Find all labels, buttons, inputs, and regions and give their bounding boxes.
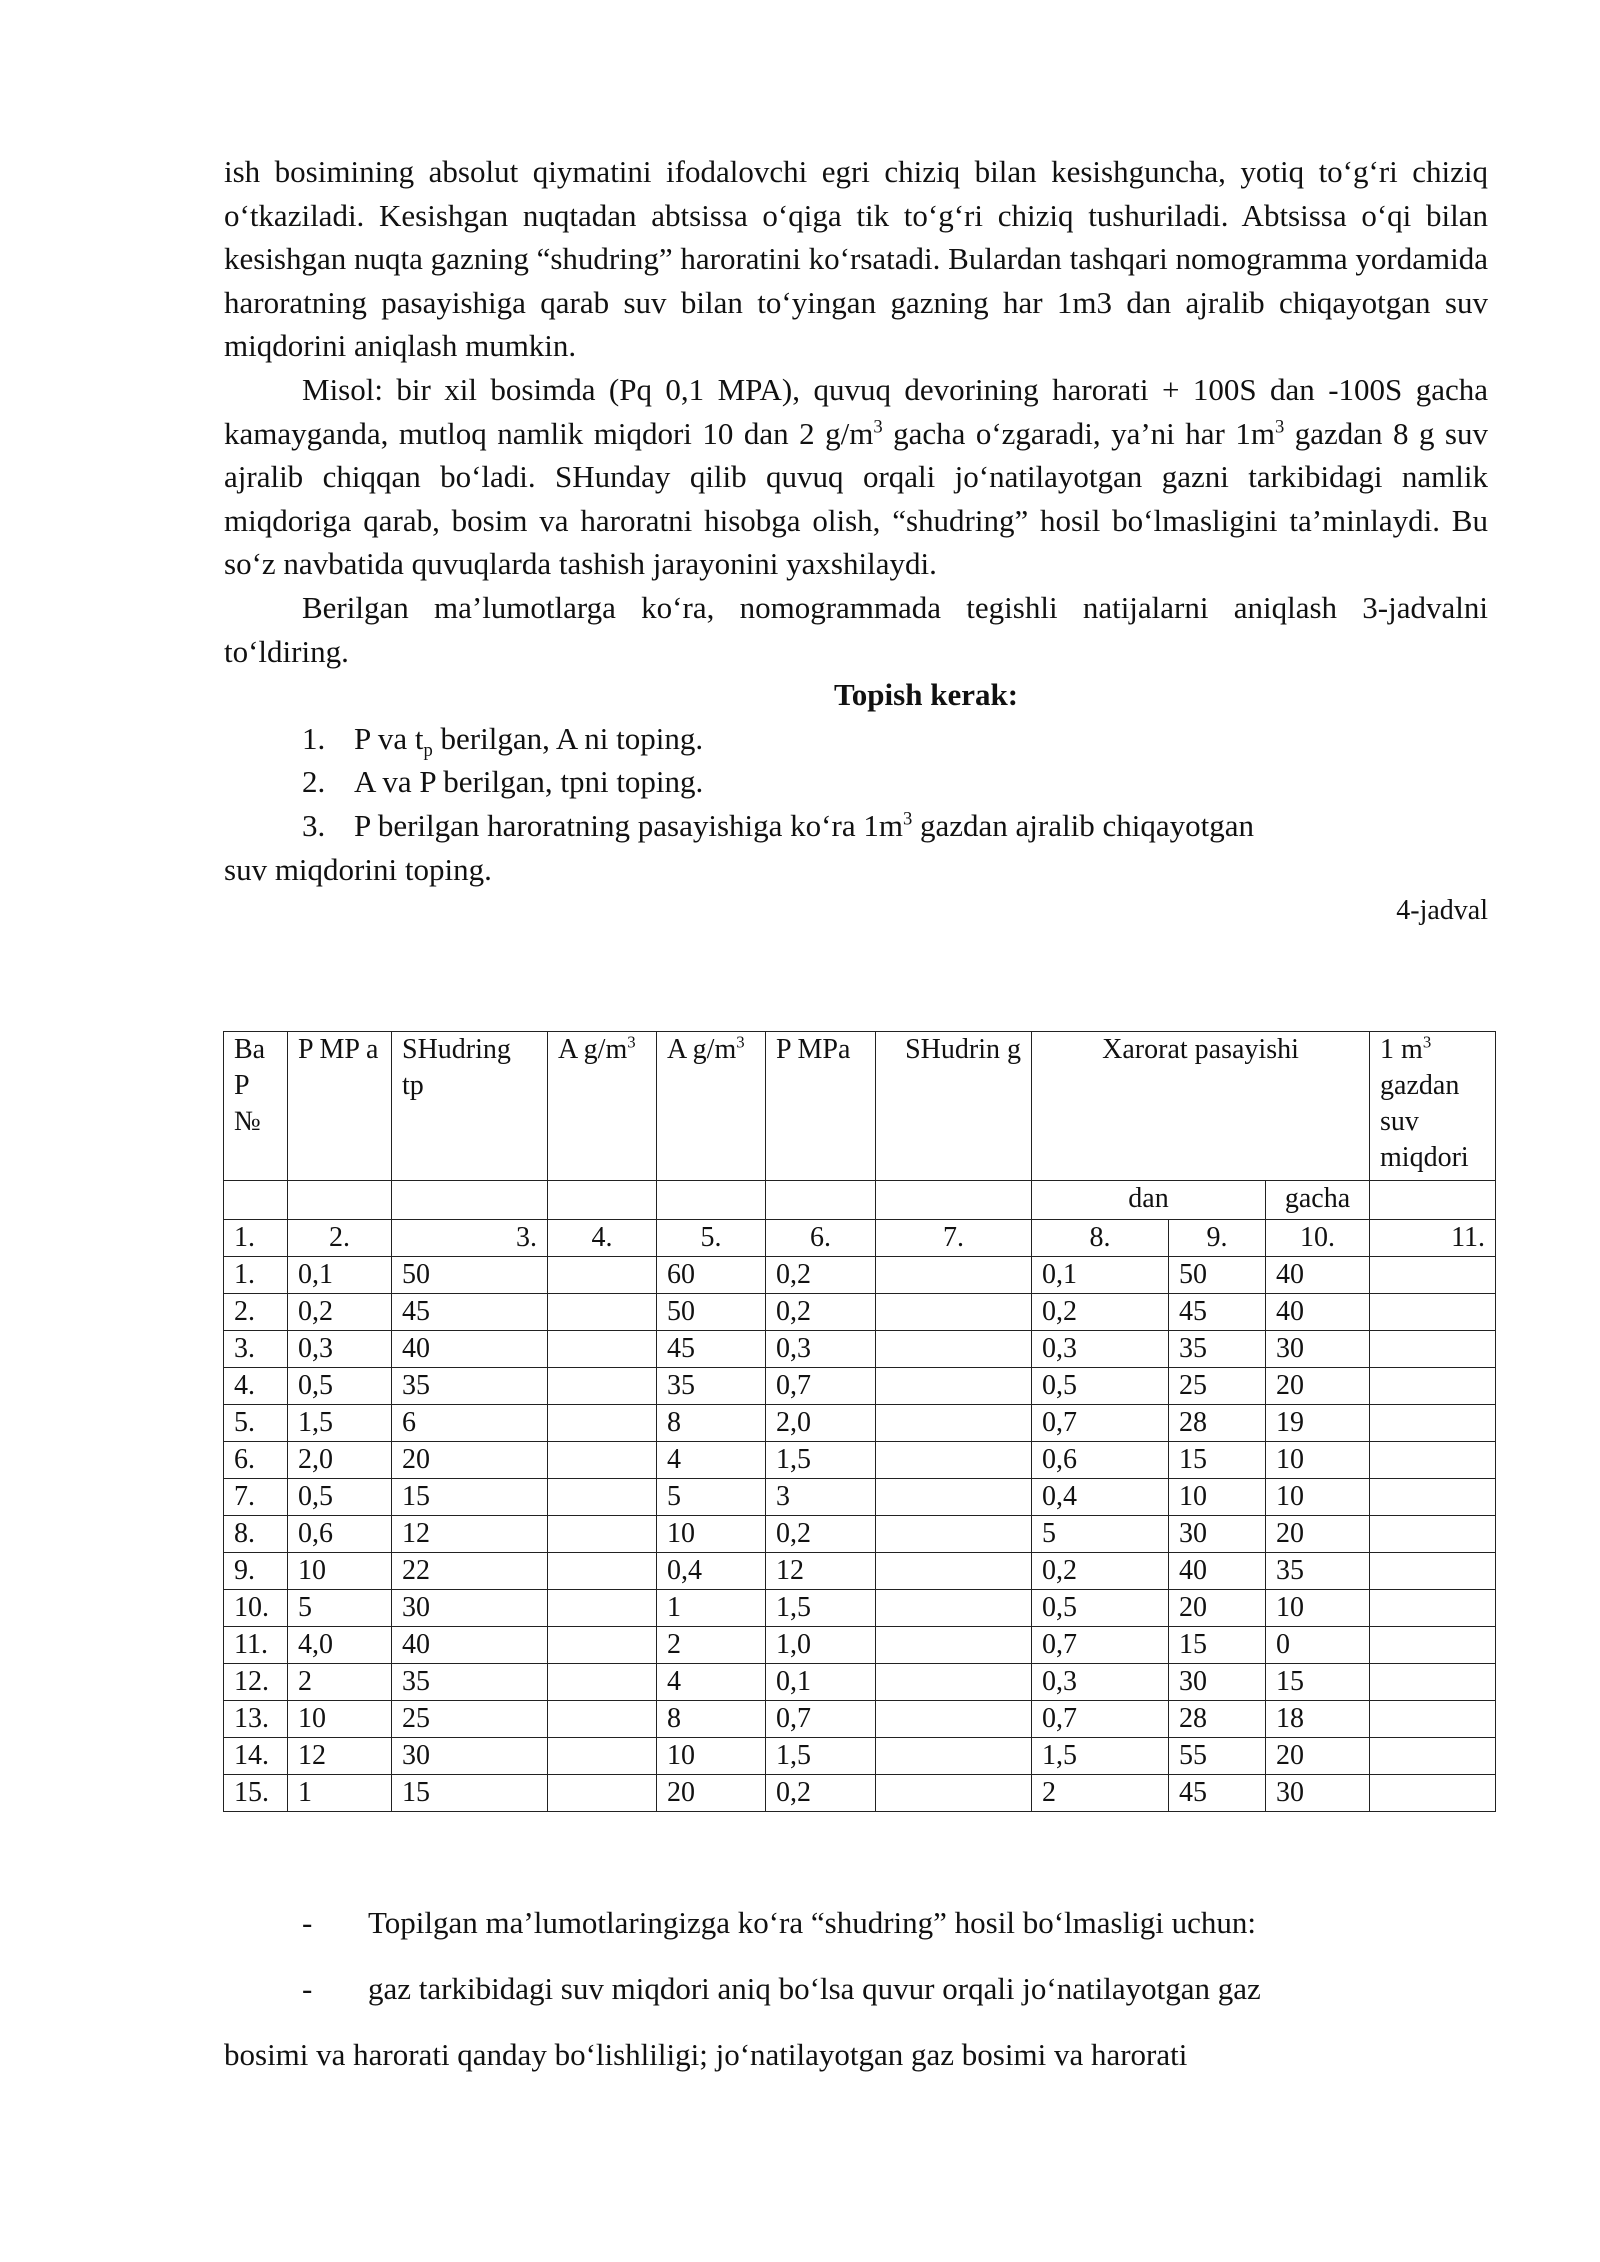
table-cell: 5 (657, 1479, 766, 1516)
table-cell: 10 (1266, 1479, 1370, 1516)
table-row (224, 1405, 1496, 1442)
table-cell: 9. (224, 1553, 288, 1590)
table-cell (876, 1775, 1032, 1812)
table-cell: 20 (1169, 1590, 1266, 1627)
table-cell (548, 1516, 657, 1553)
table-caption: 4-jadval (1396, 895, 1488, 927)
table-cell: 30 (1169, 1664, 1266, 1701)
table-cell: 11. (224, 1627, 288, 1664)
table-cell (876, 1738, 1032, 1775)
paragraph-instruction: Berilgan ma’lumotlarga ko‘ra, nomogrammada tegishli natijalarni aniqlash 3-jadvalni to‘ldiring. (224, 589, 1488, 669)
table-row (224, 1331, 1496, 1368)
table-cell: 2,0 (766, 1405, 876, 1442)
header-a-1: A $g/m^3$ (548, 1032, 657, 1181)
table-cell: 15 (1266, 1664, 1370, 1701)
table-cell: 20 (392, 1442, 548, 1479)
table-cell: 1,5 (766, 1738, 876, 1775)
table-row (224, 1627, 1496, 1664)
table-body (224, 1257, 1496, 1812)
task-number: 3. (302, 807, 326, 843)
task-text: A va P berilgan, tpni toping. (354, 764, 704, 800)
table-cell: 20 (1266, 1368, 1370, 1405)
table-cell: 50 (657, 1294, 766, 1331)
task-item-3 (224, 804, 1488, 848)
table-cell: 14. (224, 1738, 288, 1775)
table-cell: 8. (224, 1516, 288, 1553)
table-cell: 0,4 (657, 1553, 766, 1590)
table-cell: 0,7 (766, 1368, 876, 1405)
header-p-mpa: P MPa (766, 1032, 876, 1181)
table-cell: 40 (392, 1627, 548, 1664)
table-cell: 20 (1266, 1738, 1370, 1775)
table-cell: 8 (657, 1701, 766, 1738)
index-cell: 6. (766, 1220, 876, 1257)
table-cell: 15 (392, 1479, 548, 1516)
table-cell (1370, 1664, 1496, 1701)
table-cell: 0,7 (1032, 1701, 1169, 1738)
table-row (224, 1738, 1496, 1775)
table-cell: 0,5 (288, 1368, 392, 1405)
bullet-text: gaz tarkibidagi suv miqdori aniq bo‘lsa quvur orqali jo‘natilayotgan gaz (368, 1971, 1261, 2006)
dash-marker: - (302, 1971, 313, 2006)
table-cell (1370, 1701, 1496, 1738)
table-cell: 3 (766, 1479, 876, 1516)
table-cell: 0,5 (288, 1479, 392, 1516)
table-cell (876, 1701, 1032, 1738)
table-cell: 1. (224, 1257, 288, 1294)
table-cell: 30 (1266, 1331, 1370, 1368)
example-text-a: Misol: bir xil bosimda (Pq 0,1 MPA), quvuq devorining harorati + 100S dan -100S gacha kamayganda, mutloq namlik miqdori 10 dan 2 g/m (224, 371, 1488, 451)
table-cell: 8 (657, 1405, 766, 1442)
header-temperature-drop: Xarorat pasayishi (1032, 1032, 1370, 1181)
document-page (224, 150, 1488, 937)
table-cell: 0,7 (766, 1701, 876, 1738)
header-pressure: P MP a (288, 1032, 392, 1181)
table-cell (548, 1257, 657, 1294)
table-cell: 0,2 (288, 1294, 392, 1331)
table-cell (1370, 1516, 1496, 1553)
table-cell (1370, 1257, 1496, 1294)
table-cell: 28 (1169, 1701, 1266, 1738)
index-cell: 3. (392, 1220, 548, 1257)
table-cell: 20 (657, 1775, 766, 1812)
table-cell: 35 (392, 1664, 548, 1701)
table-cell (876, 1553, 1032, 1590)
table-cell (1370, 1294, 1496, 1331)
table-cell: 0,6 (1032, 1442, 1169, 1479)
table-row (224, 1664, 1496, 1701)
table-cell: 30 (1266, 1775, 1370, 1812)
paragraph-intro: ish bosimining absolut qiymatini ifodalovchi egri chiziq bilan kesishguncha, yotiq to‘g‘ri chiziq o‘tkaziladi. Kesishgan nuqtadan abtsissa o‘qiga tik to‘g‘ri chiziq tushuriladi. Abtsissa o‘qi bilan kesishgan nuqta gazning “shudring” haroratini ko‘rsatadi. Bulardan tashqari nomogramma yordamida haroratning pasayishiga qarab suv bilan to‘yingan gazning har 1m3 dan ajralib chiqayotgan suv miqdorini aniqlash mumkin. (224, 154, 1488, 364)
table-cell (548, 1479, 657, 1516)
table-row (224, 1553, 1496, 1590)
table-row (224, 1368, 1496, 1405)
table-cell: 0,2 (1032, 1553, 1169, 1590)
table-cell (548, 1331, 657, 1368)
table-cell: 35 (1266, 1553, 1370, 1590)
superscript: 3 (873, 416, 883, 438)
table-cell: 15 (1169, 1442, 1266, 1479)
table-cell (1370, 1368, 1496, 1405)
table-cell (548, 1442, 657, 1479)
table-cell: 6. (224, 1442, 288, 1479)
table-cell: 2,0 (288, 1442, 392, 1479)
superscript: 3 (902, 808, 913, 830)
section-heading: Topish kerak: (833, 677, 1019, 713)
task-item-3-continued: suv miqdorini toping. (224, 851, 492, 887)
table-cell: 45 (1169, 1775, 1266, 1812)
table-subheader-row (224, 1181, 1496, 1220)
table-cell (1370, 1405, 1496, 1442)
table-cell (548, 1627, 657, 1664)
subheader-gacha: gacha (1266, 1181, 1370, 1220)
table-cell: 45 (657, 1331, 766, 1368)
table-cell: 45 (392, 1294, 548, 1331)
table-cell (876, 1479, 1032, 1516)
table-cell (1370, 1738, 1496, 1775)
table-cell: 15. (224, 1775, 288, 1812)
table-cell: 50 (392, 1257, 548, 1294)
table-cell: 13. (224, 1701, 288, 1738)
table-cell (876, 1294, 1032, 1331)
task-number: 1. (302, 720, 326, 756)
table-cell: 22 (392, 1553, 548, 1590)
table-cell: 2 (288, 1664, 392, 1701)
table-cell: 40 (1266, 1294, 1370, 1331)
table-cell (1370, 1442, 1496, 1479)
table-cell (548, 1664, 657, 1701)
table-cell: 0,4 (1032, 1479, 1169, 1516)
table-cell (876, 1442, 1032, 1479)
table-cell: 0,5 (1032, 1590, 1169, 1627)
index-cell: 5. (657, 1220, 766, 1257)
index-cell: 7. (876, 1220, 1032, 1257)
subscript: p (423, 739, 433, 761)
header-dewpoint: SHudring tp (392, 1032, 548, 1181)
table-cell: 50 (1169, 1257, 1266, 1294)
task-text: P berilgan haroratning pasayishiga ko‘ra 1m (354, 807, 903, 843)
table-cell (876, 1257, 1032, 1294)
table-cell (1370, 1627, 1496, 1664)
table-cell: 40 (1266, 1257, 1370, 1294)
bullet-list (224, 1890, 1488, 2088)
table-cell: 12 (766, 1553, 876, 1590)
table-row (224, 1479, 1496, 1516)
index-cell: 1. (224, 1220, 288, 1257)
table-cell (1370, 1479, 1496, 1516)
table-cell (1370, 1775, 1496, 1812)
table-row (224, 1294, 1496, 1331)
table-cell: 2. (224, 1294, 288, 1331)
table-cell: 10 (288, 1553, 392, 1590)
table-cell: 15 (392, 1775, 548, 1812)
bullet-item-2 (224, 1956, 1488, 2022)
table-cell: 19 (1266, 1405, 1370, 1442)
table-cell (876, 1664, 1032, 1701)
task-text: P va t (354, 720, 424, 756)
table-cell: 5 (1032, 1516, 1169, 1553)
table-cell: 1,5 (766, 1590, 876, 1627)
table-cell: 2 (657, 1627, 766, 1664)
task-number: 2. (302, 764, 326, 800)
table-cell: 20 (1266, 1516, 1370, 1553)
dash-marker: - (302, 1905, 313, 1940)
table-cell: 0,1 (288, 1257, 392, 1294)
table-cell: 1,5 (288, 1405, 392, 1442)
table-cell: 4,0 (288, 1627, 392, 1664)
table-cell: 12 (392, 1516, 548, 1553)
task-text: gazdan ajralib chiqayotgan (912, 807, 1254, 843)
example-text-c: gazdan 8 g suv ajralib chiqqan bo‘ladi. SHunday qilib quvuq orqali jo‘natilayotgan gazni tarkibidagi namlik miqdoriga qarab, bosim va haroratni hisobga olish, “shudring” hosil bo‘lmasligini ta’minlaydi. Bu so‘z navbatida quvuqlarda tashish jarayonini yaxshilaydi. (224, 415, 1488, 582)
table-cell: 0,7 (1032, 1405, 1169, 1442)
task-item-2 (224, 760, 1488, 804)
table-cell: 28 (1169, 1405, 1266, 1442)
table-cell: 1,0 (766, 1627, 876, 1664)
table-cell: 0,2 (1032, 1294, 1169, 1331)
table-cell: 0,2 (766, 1294, 876, 1331)
table-cell: 0,3 (288, 1331, 392, 1368)
table-cell: 1 (288, 1775, 392, 1812)
table-cell: 12 (288, 1738, 392, 1775)
table-cell: 40 (1169, 1553, 1266, 1590)
task-item-1 (224, 717, 1488, 761)
table-cell (548, 1701, 657, 1738)
table-cell: 35 (1169, 1331, 1266, 1368)
table-cell: 0,1 (1032, 1257, 1169, 1294)
bullet-item-2-continued: bosimi va harorati qanday bo‘lishliligi; jo‘natilayotgan gaz bosimi va harorati (224, 2037, 1188, 2072)
table-cell: 35 (392, 1368, 548, 1405)
table-cell: 25 (1169, 1368, 1266, 1405)
table-cell: 0,5 (1032, 1368, 1169, 1405)
header-variant: Ва Р № (224, 1032, 288, 1181)
table-cell: 0,2 (766, 1516, 876, 1553)
index-cell: 8. (1032, 1220, 1169, 1257)
table-cell: 0,2 (766, 1257, 876, 1294)
table-cell: 5 (288, 1590, 392, 1627)
table-cell: 45 (1169, 1294, 1266, 1331)
table-cell (548, 1294, 657, 1331)
table-cell: 55 (1169, 1738, 1266, 1775)
table-cell: 0,3 (1032, 1664, 1169, 1701)
table-cell (876, 1516, 1032, 1553)
table-cell: 10 (1266, 1590, 1370, 1627)
table-cell (876, 1590, 1032, 1627)
table-row (224, 1701, 1496, 1738)
table-cell: 0,3 (1032, 1331, 1169, 1368)
index-cell: 4. (548, 1220, 657, 1257)
table-cell: 18 (1266, 1701, 1370, 1738)
table-header-row (224, 1032, 1496, 1181)
table-cell: 10 (288, 1701, 392, 1738)
paragraph-example (224, 368, 1488, 586)
table-cell: 7. (224, 1479, 288, 1516)
table-cell: 0,7 (1032, 1627, 1169, 1664)
table-cell: 0,6 (288, 1516, 392, 1553)
table-cell: 35 (657, 1368, 766, 1405)
table-cell: 1,5 (766, 1442, 876, 1479)
table-cell: 30 (1169, 1516, 1266, 1553)
table-cell: 0,2 (766, 1775, 876, 1812)
table-row (224, 1516, 1496, 1553)
table-row (224, 1775, 1496, 1812)
table-cell: 60 (657, 1257, 766, 1294)
index-cell: 10. (1266, 1220, 1370, 1257)
data-table (223, 1031, 1496, 1812)
index-cell: 9. (1169, 1220, 1266, 1257)
table-cell (1370, 1590, 1496, 1627)
table-cell (876, 1331, 1032, 1368)
table-cell (548, 1590, 657, 1627)
header-dewpoint-2: SHudrin g (876, 1032, 1032, 1181)
table-cell: 10 (1169, 1479, 1266, 1516)
table-cell: 5. (224, 1405, 288, 1442)
bullet-item-1 (224, 1890, 1488, 1956)
table-row (224, 1257, 1496, 1294)
table-cell: 10 (1266, 1442, 1370, 1479)
bullet-text: Topilgan ma’lumotlaringizga ko‘ra “shudring” hosil bo‘lmasligi uchun: (368, 1905, 1257, 1940)
table-cell: 3. (224, 1331, 288, 1368)
table-cell: 0 (1266, 1627, 1370, 1664)
table-cell (876, 1405, 1032, 1442)
table-cell: 10 (657, 1516, 766, 1553)
table-cell (548, 1553, 657, 1590)
table-cell: 30 (392, 1738, 548, 1775)
table-cell: 30 (392, 1590, 548, 1627)
table-index-row (224, 1220, 1496, 1257)
example-text-b: gacha o‘zgaradi, ya’ni har 1m (882, 415, 1275, 451)
table-cell (548, 1405, 657, 1442)
table-cell: 6 (392, 1405, 548, 1442)
table-cell (548, 1775, 657, 1812)
table-cell: 2 (1032, 1775, 1169, 1812)
index-cell: 11. (1370, 1220, 1496, 1257)
table-cell: 4 (657, 1442, 766, 1479)
table-cell (548, 1368, 657, 1405)
header-a-2: A $g/m^3$ (657, 1032, 766, 1181)
table-cell: 0,1 (766, 1664, 876, 1701)
table-cell: 40 (392, 1331, 548, 1368)
table-cell (1370, 1331, 1496, 1368)
index-cell: 2. (288, 1220, 392, 1257)
table-cell (876, 1627, 1032, 1664)
task-text: berilgan, A ni toping. (432, 720, 704, 756)
table-cell: 12. (224, 1664, 288, 1701)
table-row (224, 1590, 1496, 1627)
table-cell (548, 1738, 657, 1775)
header-water-amount: 1 $m^3$ gazdan suv miqdori (1370, 1032, 1496, 1181)
table-cell: 1,5 (1032, 1738, 1169, 1775)
table-cell: 1 (657, 1590, 766, 1627)
subheader-dan: dan (1032, 1181, 1266, 1220)
table-cell: 10 (657, 1738, 766, 1775)
superscript: 3 (1274, 416, 1285, 438)
table-cell (876, 1368, 1032, 1405)
table-cell: 0,3 (766, 1331, 876, 1368)
table-cell: 10. (224, 1590, 288, 1627)
table-row (224, 1442, 1496, 1479)
table-cell: 25 (392, 1701, 548, 1738)
table-cell: 4 (657, 1664, 766, 1701)
table-cell: 15 (1169, 1627, 1266, 1664)
table-cell (1370, 1553, 1496, 1590)
table-cell: 4. (224, 1368, 288, 1405)
